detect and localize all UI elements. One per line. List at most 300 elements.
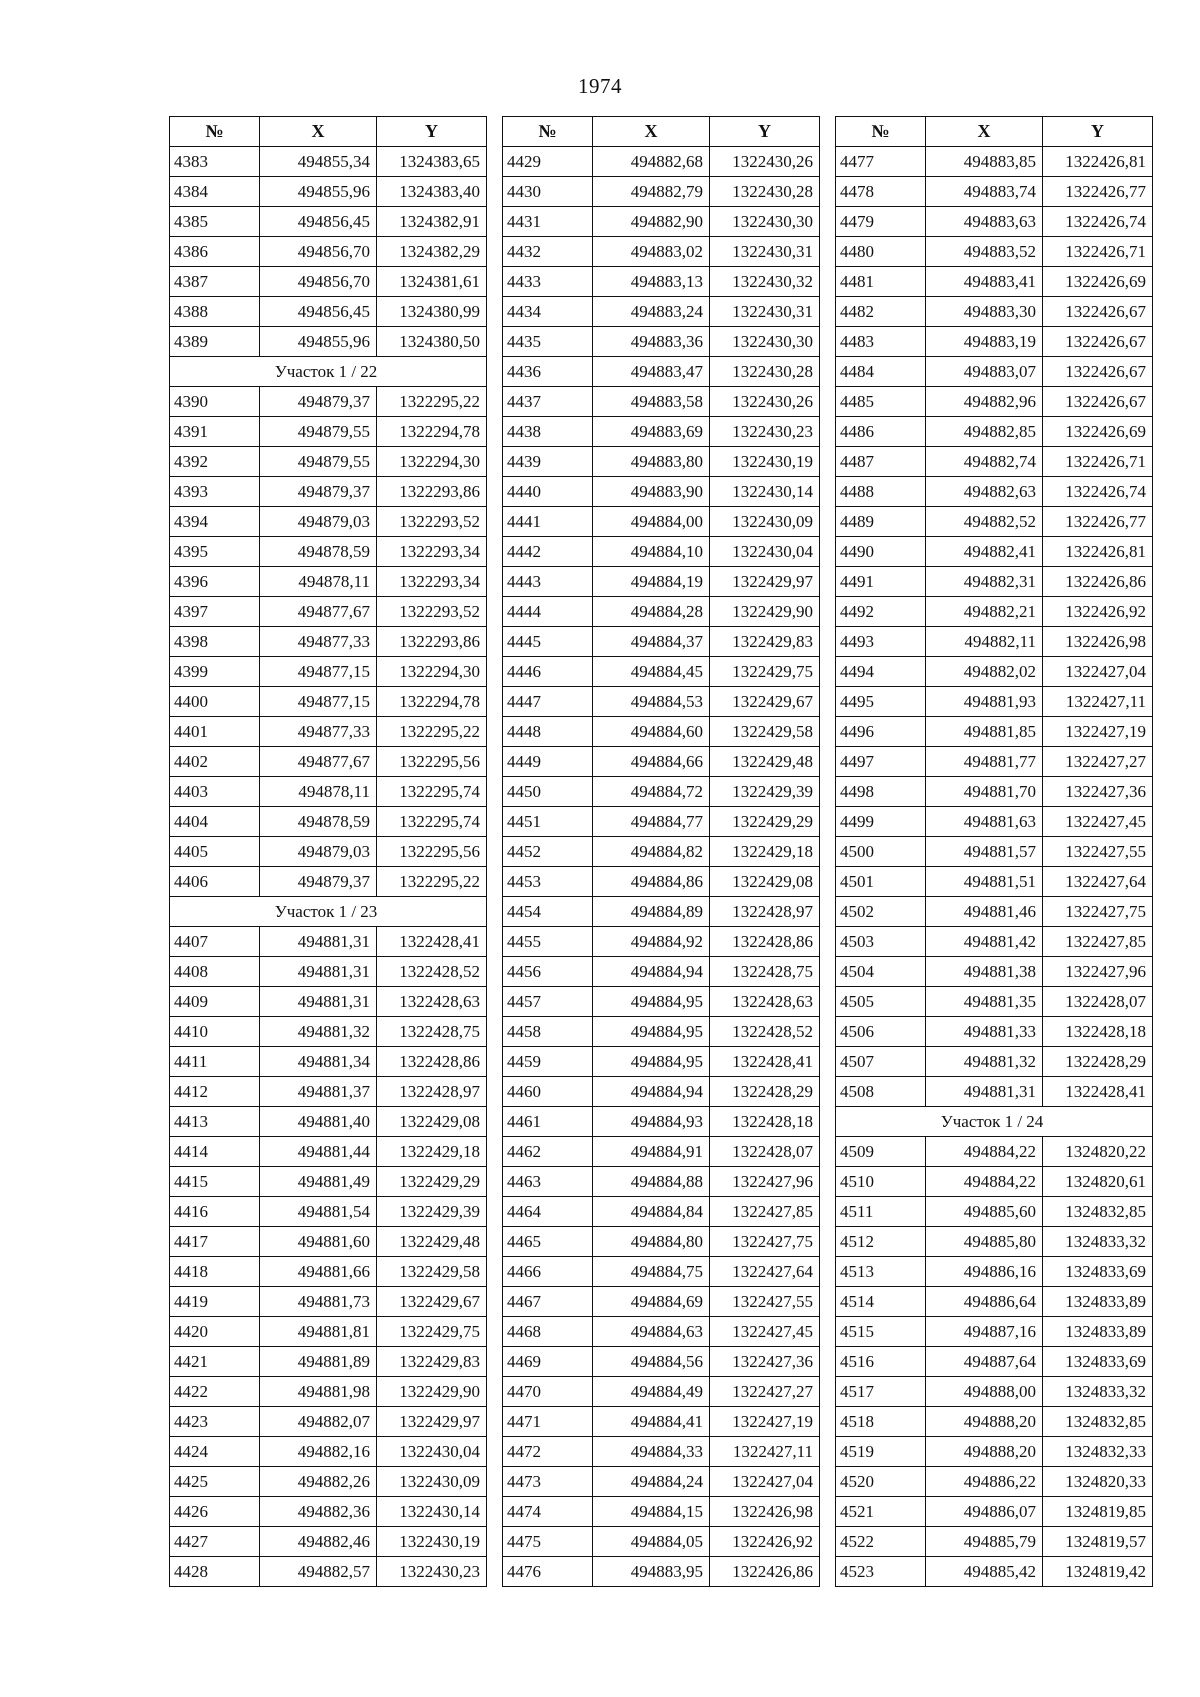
point-number-cell: 4519 <box>836 1437 926 1467</box>
y-coordinate-cell: 1322428,97 <box>710 897 820 927</box>
point-number-cell: 4409 <box>170 987 260 1017</box>
table-row <box>836 1227 1153 1257</box>
x-coordinate-cell: 494879,37 <box>260 477 377 507</box>
y-coordinate-cell: 1322429,83 <box>377 1347 487 1377</box>
x-coordinate-cell: 494883,80 <box>593 447 710 477</box>
point-number-cell: 4475 <box>503 1527 593 1557</box>
table-row <box>170 657 487 687</box>
y-coordinate-cell: 1322293,52 <box>377 507 487 537</box>
y-coordinate-cell: 1322427,27 <box>1043 747 1153 777</box>
point-number-cell: 4478 <box>836 177 926 207</box>
point-number-cell: 4489 <box>836 507 926 537</box>
y-coordinate-cell: 1322430,04 <box>710 537 820 567</box>
y-coordinate-cell: 1322426,74 <box>1043 207 1153 237</box>
point-number-cell: 4518 <box>836 1407 926 1437</box>
y-coordinate-cell: 1324820,33 <box>1043 1467 1153 1497</box>
y-coordinate-cell: 1324832,85 <box>1043 1407 1153 1437</box>
point-number-cell: 4411 <box>170 1047 260 1077</box>
point-number-cell: 4505 <box>836 987 926 1017</box>
x-coordinate-cell: 494884,05 <box>593 1527 710 1557</box>
table-row <box>170 1137 487 1167</box>
table-row <box>836 237 1153 267</box>
x-coordinate-cell: 494881,37 <box>260 1077 377 1107</box>
point-number-cell: 4444 <box>503 597 593 627</box>
x-coordinate-cell: 494855,96 <box>260 327 377 357</box>
x-coordinate-cell: 494881,89 <box>260 1347 377 1377</box>
y-coordinate-cell: 1322426,69 <box>1043 267 1153 297</box>
table-row <box>836 1467 1153 1497</box>
x-coordinate-cell: 494888,00 <box>926 1377 1043 1407</box>
point-number-cell: 4499 <box>836 807 926 837</box>
point-number-cell: 4456 <box>503 957 593 987</box>
y-coordinate-cell: 1322426,86 <box>710 1557 820 1587</box>
point-number-cell: 4410 <box>170 1017 260 1047</box>
table-row <box>836 1407 1153 1437</box>
y-coordinate-cell: 1324833,69 <box>1043 1347 1153 1377</box>
x-coordinate-cell: 494881,60 <box>260 1227 377 1257</box>
point-number-cell: 4387 <box>170 267 260 297</box>
x-coordinate-cell: 494882,79 <box>593 177 710 207</box>
x-coordinate-cell: 494882,16 <box>260 1437 377 1467</box>
point-number-cell: 4458 <box>503 1017 593 1047</box>
point-number-cell: 4504 <box>836 957 926 987</box>
x-coordinate-cell: 494879,03 <box>260 507 377 537</box>
point-number-cell: 4439 <box>503 447 593 477</box>
y-coordinate-cell: 1322429,90 <box>377 1377 487 1407</box>
point-number-cell: 4449 <box>503 747 593 777</box>
x-coordinate-cell: 494881,63 <box>926 807 1043 837</box>
x-coordinate-cell: 494885,80 <box>926 1227 1043 1257</box>
x-coordinate-cell: 494884,92 <box>593 927 710 957</box>
y-coordinate-cell: 1322427,64 <box>1043 867 1153 897</box>
table-row <box>503 177 820 207</box>
y-coordinate-cell: 1322428,18 <box>710 1107 820 1137</box>
y-coordinate-cell: 1322427,27 <box>710 1377 820 1407</box>
table-row <box>503 1107 820 1137</box>
y-coordinate-cell: 1322426,77 <box>1043 507 1153 537</box>
section-title: Участок 1 / 22 <box>170 357 487 387</box>
y-coordinate-cell: 1322430,31 <box>710 297 820 327</box>
x-coordinate-cell: 494878,11 <box>260 567 377 597</box>
table-row <box>836 1287 1153 1317</box>
x-coordinate-cell: 494884,22 <box>926 1137 1043 1167</box>
table-row <box>170 717 487 747</box>
y-coordinate-cell: 1322430,26 <box>710 387 820 417</box>
header-y: Y <box>1043 117 1153 147</box>
y-coordinate-cell: 1324820,61 <box>1043 1167 1153 1197</box>
y-coordinate-cell: 1324832,33 <box>1043 1437 1153 1467</box>
y-coordinate-cell: 1322429,08 <box>377 1107 487 1137</box>
table-row <box>836 507 1153 537</box>
x-coordinate-cell: 494884,00 <box>593 507 710 537</box>
table-row <box>170 837 487 867</box>
y-coordinate-cell: 1322429,90 <box>710 597 820 627</box>
coordinates-table-3 <box>835 116 1153 1587</box>
point-number-cell: 4492 <box>836 597 926 627</box>
y-coordinate-cell: 1322427,64 <box>710 1257 820 1287</box>
point-number-cell: 4391 <box>170 417 260 447</box>
table-row <box>170 327 487 357</box>
point-number-cell: 4514 <box>836 1287 926 1317</box>
point-number-cell: 4435 <box>503 327 593 357</box>
table-row <box>170 537 487 567</box>
x-coordinate-cell: 494884,15 <box>593 1497 710 1527</box>
point-number-cell: 4400 <box>170 687 260 717</box>
y-coordinate-cell: 1324381,61 <box>377 267 487 297</box>
point-number-cell: 4508 <box>836 1077 926 1107</box>
y-coordinate-cell: 1322428,41 <box>377 927 487 957</box>
point-number-cell: 4431 <box>503 207 593 237</box>
point-number-cell: 4403 <box>170 777 260 807</box>
y-coordinate-cell: 1322430,23 <box>710 417 820 447</box>
table-row <box>170 567 487 597</box>
point-number-cell: 4513 <box>836 1257 926 1287</box>
y-coordinate-cell: 1322293,86 <box>377 477 487 507</box>
point-number-cell: 4494 <box>836 657 926 687</box>
point-number-cell: 4517 <box>836 1377 926 1407</box>
table-row <box>170 1047 487 1077</box>
point-number-cell: 4440 <box>503 477 593 507</box>
table-row <box>503 237 820 267</box>
y-coordinate-cell: 1322426,98 <box>710 1497 820 1527</box>
x-coordinate-cell: 494878,11 <box>260 777 377 807</box>
x-coordinate-cell: 494881,73 <box>260 1287 377 1317</box>
point-number-cell: 4497 <box>836 747 926 777</box>
table-row <box>836 1017 1153 1047</box>
table-row <box>503 1167 820 1197</box>
x-coordinate-cell: 494883,02 <box>593 237 710 267</box>
table-row <box>836 1347 1153 1377</box>
x-coordinate-cell: 494884,10 <box>593 537 710 567</box>
point-number-cell: 4481 <box>836 267 926 297</box>
point-number-cell: 4454 <box>503 897 593 927</box>
point-number-cell: 4485 <box>836 387 926 417</box>
x-coordinate-cell: 494884,94 <box>593 1077 710 1107</box>
y-coordinate-cell: 1322429,48 <box>710 747 820 777</box>
point-number-cell: 4453 <box>503 867 593 897</box>
table-row <box>836 267 1153 297</box>
point-number-cell: 4407 <box>170 927 260 957</box>
y-coordinate-cell: 1322427,45 <box>710 1317 820 1347</box>
x-coordinate-cell: 494884,69 <box>593 1287 710 1317</box>
x-coordinate-cell: 494882,96 <box>926 387 1043 417</box>
section-title: Участок 1 / 24 <box>836 1107 1153 1137</box>
y-coordinate-cell: 1322427,96 <box>1043 957 1153 987</box>
x-coordinate-cell: 494881,40 <box>260 1107 377 1137</box>
x-coordinate-cell: 494883,74 <box>926 177 1043 207</box>
table-row <box>503 1377 820 1407</box>
y-coordinate-cell: 1324833,69 <box>1043 1257 1153 1287</box>
point-number-cell: 4394 <box>170 507 260 537</box>
x-coordinate-cell: 494856,45 <box>260 297 377 327</box>
table-row <box>170 267 487 297</box>
table-row <box>503 537 820 567</box>
table-row <box>170 177 487 207</box>
table-row <box>836 1137 1153 1167</box>
x-coordinate-cell: 494884,80 <box>593 1227 710 1257</box>
y-coordinate-cell: 1322428,75 <box>377 1017 487 1047</box>
y-coordinate-cell: 1322430,30 <box>710 327 820 357</box>
y-coordinate-cell: 1322427,55 <box>710 1287 820 1317</box>
point-number-cell: 4452 <box>503 837 593 867</box>
point-number-cell: 4441 <box>503 507 593 537</box>
y-coordinate-cell: 1322428,29 <box>710 1077 820 1107</box>
table-row <box>836 987 1153 1017</box>
x-coordinate-cell: 494884,84 <box>593 1197 710 1227</box>
x-coordinate-cell: 494884,63 <box>593 1317 710 1347</box>
point-number-cell: 4395 <box>170 537 260 567</box>
y-coordinate-cell: 1324820,22 <box>1043 1137 1153 1167</box>
header-y: Y <box>377 117 487 147</box>
point-number-cell: 4390 <box>170 387 260 417</box>
y-coordinate-cell: 1322429,29 <box>710 807 820 837</box>
point-number-cell: 4401 <box>170 717 260 747</box>
point-number-cell: 4520 <box>836 1467 926 1497</box>
x-coordinate-cell: 494877,15 <box>260 657 377 687</box>
table-row <box>503 807 820 837</box>
y-coordinate-cell: 1322429,67 <box>710 687 820 717</box>
x-coordinate-cell: 494884,91 <box>593 1137 710 1167</box>
point-number-cell: 4422 <box>170 1377 260 1407</box>
table-row <box>503 747 820 777</box>
table-row <box>836 1077 1153 1107</box>
table-row <box>836 627 1153 657</box>
table-row <box>836 567 1153 597</box>
table-row <box>836 837 1153 867</box>
x-coordinate-cell: 494882,63 <box>926 477 1043 507</box>
table-row <box>836 897 1153 927</box>
x-coordinate-cell: 494881,49 <box>260 1167 377 1197</box>
y-coordinate-cell: 1324819,57 <box>1043 1527 1153 1557</box>
table-row <box>503 717 820 747</box>
table-row <box>503 657 820 687</box>
table-row <box>503 357 820 387</box>
y-coordinate-cell: 1322430,14 <box>710 477 820 507</box>
y-coordinate-cell: 1322430,23 <box>377 1557 487 1587</box>
y-coordinate-cell: 1322426,92 <box>710 1527 820 1557</box>
header-number: № <box>170 117 260 147</box>
point-number-cell: 4408 <box>170 957 260 987</box>
table-row <box>170 1017 487 1047</box>
table-row <box>170 207 487 237</box>
table-row <box>170 627 487 657</box>
y-coordinate-cell: 1322427,85 <box>710 1197 820 1227</box>
x-coordinate-cell: 494883,58 <box>593 387 710 417</box>
point-number-cell: 4396 <box>170 567 260 597</box>
y-coordinate-cell: 1322430,04 <box>377 1437 487 1467</box>
x-coordinate-cell: 494882,36 <box>260 1497 377 1527</box>
table-row <box>170 147 487 177</box>
y-coordinate-cell: 1322430,31 <box>710 237 820 267</box>
table-row <box>170 1167 487 1197</box>
table-row <box>503 927 820 957</box>
y-coordinate-cell: 1322429,97 <box>710 567 820 597</box>
point-number-cell: 4477 <box>836 147 926 177</box>
table-row <box>503 477 820 507</box>
table-row <box>836 177 1153 207</box>
y-coordinate-cell: 1322427,04 <box>710 1467 820 1497</box>
table-row <box>503 147 820 177</box>
table-row <box>836 207 1153 237</box>
x-coordinate-cell: 494877,67 <box>260 597 377 627</box>
table-row <box>170 687 487 717</box>
y-coordinate-cell: 1324832,85 <box>1043 1197 1153 1227</box>
y-coordinate-cell: 1322428,63 <box>710 987 820 1017</box>
table-row <box>170 957 487 987</box>
x-coordinate-cell: 494882,68 <box>593 147 710 177</box>
table-row <box>836 417 1153 447</box>
y-coordinate-cell: 1322429,67 <box>377 1287 487 1317</box>
y-coordinate-cell: 1322428,63 <box>377 987 487 1017</box>
point-number-cell: 4510 <box>836 1167 926 1197</box>
point-number-cell: 4463 <box>503 1167 593 1197</box>
table-row <box>503 687 820 717</box>
y-coordinate-cell: 1322427,75 <box>710 1227 820 1257</box>
point-number-cell: 4436 <box>503 357 593 387</box>
point-number-cell: 4487 <box>836 447 926 477</box>
x-coordinate-cell: 494881,81 <box>260 1317 377 1347</box>
point-number-cell: 4438 <box>503 417 593 447</box>
x-coordinate-cell: 494882,21 <box>926 597 1043 627</box>
header-number: № <box>503 117 593 147</box>
x-coordinate-cell: 494884,72 <box>593 777 710 807</box>
x-coordinate-cell: 494887,16 <box>926 1317 1043 1347</box>
x-coordinate-cell: 494882,07 <box>260 1407 377 1437</box>
y-coordinate-cell: 1322426,67 <box>1043 297 1153 327</box>
y-coordinate-cell: 1322426,98 <box>1043 627 1153 657</box>
x-coordinate-cell: 494881,31 <box>260 927 377 957</box>
table-row <box>836 1047 1153 1077</box>
x-coordinate-cell: 494884,95 <box>593 1017 710 1047</box>
table-row <box>503 1557 820 1587</box>
x-coordinate-cell: 494882,31 <box>926 567 1043 597</box>
table-row <box>503 777 820 807</box>
point-number-cell: 4474 <box>503 1497 593 1527</box>
y-coordinate-cell: 1322430,19 <box>710 447 820 477</box>
y-coordinate-cell: 1322295,56 <box>377 747 487 777</box>
y-coordinate-cell: 1322295,22 <box>377 387 487 417</box>
x-coordinate-cell: 494884,53 <box>593 687 710 717</box>
x-coordinate-cell: 494881,32 <box>260 1017 377 1047</box>
y-coordinate-cell: 1322427,45 <box>1043 807 1153 837</box>
table-row <box>503 1407 820 1437</box>
table-row <box>170 927 487 957</box>
table-row <box>836 477 1153 507</box>
point-number-cell: 4482 <box>836 297 926 327</box>
y-coordinate-cell: 1322293,34 <box>377 537 487 567</box>
x-coordinate-cell: 494856,70 <box>260 237 377 267</box>
x-coordinate-cell: 494881,54 <box>260 1197 377 1227</box>
y-coordinate-cell: 1322428,52 <box>377 957 487 987</box>
point-number-cell: 4437 <box>503 387 593 417</box>
table-row <box>503 987 820 1017</box>
x-coordinate-cell: 494881,32 <box>926 1047 1043 1077</box>
table-row <box>503 1497 820 1527</box>
point-number-cell: 4427 <box>170 1527 260 1557</box>
y-coordinate-cell: 1322427,11 <box>710 1437 820 1467</box>
table-row <box>503 507 820 537</box>
y-coordinate-cell: 1322428,41 <box>1043 1077 1153 1107</box>
table-row <box>170 1557 487 1587</box>
point-number-cell: 4515 <box>836 1317 926 1347</box>
y-coordinate-cell: 1322426,92 <box>1043 597 1153 627</box>
y-coordinate-cell: 1324383,40 <box>377 177 487 207</box>
x-coordinate-cell: 494882,11 <box>926 627 1043 657</box>
y-coordinate-cell: 1322294,78 <box>377 687 487 717</box>
table-row <box>503 1137 820 1167</box>
x-coordinate-cell: 494884,86 <box>593 867 710 897</box>
x-coordinate-cell: 494881,77 <box>926 747 1043 777</box>
y-coordinate-cell: 1324833,32 <box>1043 1377 1153 1407</box>
point-number-cell: 4405 <box>170 837 260 867</box>
x-coordinate-cell: 494881,42 <box>926 927 1043 957</box>
header-x: X <box>926 117 1043 147</box>
point-number-cell: 4434 <box>503 297 593 327</box>
table-row <box>836 687 1153 717</box>
page-number: 1974 <box>578 74 622 98</box>
x-coordinate-cell: 494886,16 <box>926 1257 1043 1287</box>
x-coordinate-cell: 494886,07 <box>926 1497 1043 1527</box>
point-number-cell: 4512 <box>836 1227 926 1257</box>
point-number-cell: 4385 <box>170 207 260 237</box>
table-row <box>836 777 1153 807</box>
y-coordinate-cell: 1322426,74 <box>1043 477 1153 507</box>
x-coordinate-cell: 494884,82 <box>593 837 710 867</box>
point-number-cell: 4495 <box>836 687 926 717</box>
x-coordinate-cell: 494877,33 <box>260 627 377 657</box>
point-number-cell: 4471 <box>503 1407 593 1437</box>
y-coordinate-cell: 1322426,69 <box>1043 417 1153 447</box>
table-row <box>503 387 820 417</box>
point-number-cell: 4506 <box>836 1017 926 1047</box>
coordinates-table-2 <box>502 116 820 1587</box>
y-coordinate-cell: 1322429,29 <box>377 1167 487 1197</box>
table-row <box>170 1467 487 1497</box>
point-number-cell: 4461 <box>503 1107 593 1137</box>
section-row <box>170 357 487 387</box>
x-coordinate-cell: 494884,33 <box>593 1437 710 1467</box>
point-number-cell: 4417 <box>170 1227 260 1257</box>
y-coordinate-cell: 1322429,39 <box>710 777 820 807</box>
x-coordinate-cell: 494883,30 <box>926 297 1043 327</box>
x-coordinate-cell: 494885,60 <box>926 1197 1043 1227</box>
y-coordinate-cell: 1322429,58 <box>377 1257 487 1287</box>
y-coordinate-cell: 1322427,11 <box>1043 687 1153 717</box>
y-coordinate-cell: 1322429,39 <box>377 1197 487 1227</box>
x-coordinate-cell: 494887,64 <box>926 1347 1043 1377</box>
y-coordinate-cell: 1322427,96 <box>710 1167 820 1197</box>
table-row <box>503 1527 820 1557</box>
y-coordinate-cell: 1322428,07 <box>1043 987 1153 1017</box>
point-number-cell: 4446 <box>503 657 593 687</box>
x-coordinate-cell: 494881,35 <box>926 987 1043 1017</box>
y-coordinate-cell: 1322429,18 <box>710 837 820 867</box>
point-number-cell: 4424 <box>170 1437 260 1467</box>
point-number-cell: 4415 <box>170 1167 260 1197</box>
y-coordinate-cell: 1322426,71 <box>1043 237 1153 267</box>
x-coordinate-cell: 494878,59 <box>260 807 377 837</box>
point-number-cell: 4433 <box>503 267 593 297</box>
table-row <box>503 1257 820 1287</box>
x-coordinate-cell: 494883,07 <box>926 357 1043 387</box>
point-number-cell: 4472 <box>503 1437 593 1467</box>
y-coordinate-cell: 1322426,71 <box>1043 447 1153 477</box>
table-row <box>836 1317 1153 1347</box>
y-coordinate-cell: 1322426,86 <box>1043 567 1153 597</box>
x-coordinate-cell: 494884,95 <box>593 1047 710 1077</box>
table-header-row <box>836 117 1153 147</box>
x-coordinate-cell: 494881,38 <box>926 957 1043 987</box>
